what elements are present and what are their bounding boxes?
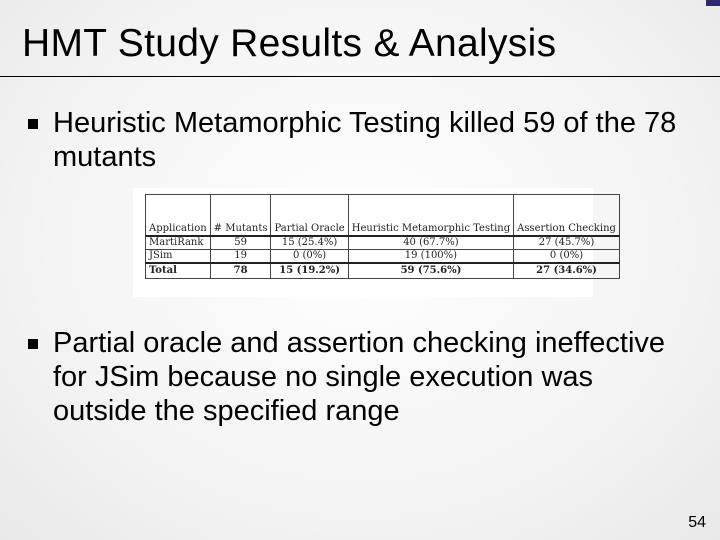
bullet-jsim-analysis	[28, 326, 688, 428]
cell-hmt: 59 (75.6%)	[348, 263, 513, 279]
header-hmt: Heuristic Metamorphic Testing	[348, 195, 513, 237]
table-total-row	[146, 263, 620, 279]
cell-hmt: 19 (100%)	[348, 250, 513, 264]
results-table-image	[133, 188, 616, 297]
cell-hmt: 40 (67.7%)	[348, 236, 513, 250]
cell-application: MartiRank	[146, 236, 211, 250]
cell-assertion: 27 (34.6%)	[514, 263, 620, 279]
cell-mutants: 59	[210, 236, 271, 250]
bullet-text: Partial oracle and assertion checking ineffective for JSim because no single execution was outside the specified range	[53, 327, 666, 427]
square-bullet-icon	[28, 119, 38, 129]
cell-partial-oracle: 15 (25.4%)	[271, 236, 348, 250]
cell-mutants: 78	[210, 263, 271, 279]
slide-title: HMT Study Results & Analysis	[22, 22, 557, 65]
page-number: 54	[688, 514, 706, 531]
title-divider	[0, 76, 720, 77]
table-row	[146, 236, 620, 250]
bullet-hmt-results	[28, 106, 688, 174]
header-application: Application	[146, 195, 211, 237]
cell-assertion: 27 (45.7%)	[514, 236, 620, 250]
header-assertion: Assertion Checking	[514, 195, 620, 237]
header-mutants: # Mutants	[210, 195, 271, 237]
table-row	[146, 250, 620, 264]
square-bullet-icon	[28, 339, 38, 349]
table-header-row	[146, 195, 620, 237]
cell-application: JSim	[146, 250, 211, 264]
header-partial-oracle: Partial Oracle	[271, 195, 348, 237]
cell-mutants: 19	[210, 250, 271, 264]
cell-partial-oracle: 0 (0%)	[271, 250, 348, 264]
cell-partial-oracle: 15 (19.2%)	[271, 263, 348, 279]
bullet-text: Heuristic Metamorphic Testing killed 59 of the 78 mutants	[53, 107, 677, 173]
cell-application: Total	[146, 263, 211, 279]
cell-assertion: 0 (0%)	[514, 250, 620, 264]
corner-accent	[706, 0, 720, 6]
results-table	[145, 194, 620, 279]
